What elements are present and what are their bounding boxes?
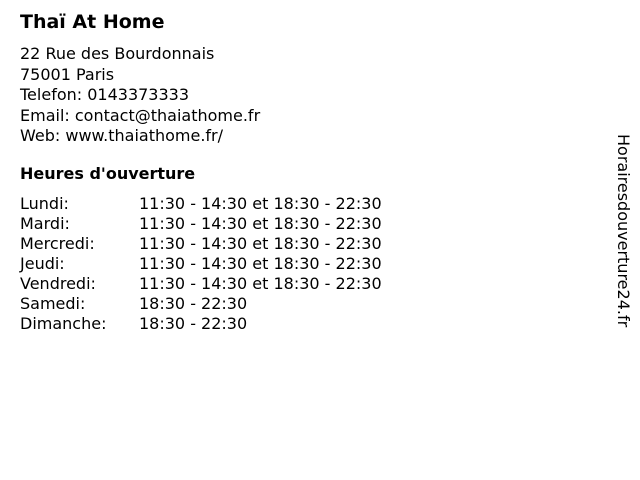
contact-info	[20, 44, 260, 147]
hours-time-value: 18:30 - 22:30	[139, 294, 248, 313]
hours-time-value: 11:30 - 14:30 et 18:30 - 22:30	[139, 254, 382, 273]
email-address: Email: contact@thaiathome.fr	[20, 105, 261, 125]
hours-row-thursday	[20, 254, 382, 274]
hours-day-label: Lundi:	[20, 194, 69, 213]
hours-time-value: 11:30 - 14:30 et 18:30 - 22:30	[139, 274, 382, 293]
address-street: 22 Rue des Bourdonnais	[20, 44, 215, 63]
hours-row-saturday	[20, 294, 382, 314]
hours-day-label: Mercredi:	[20, 234, 95, 253]
opening-hours-table	[20, 194, 382, 334]
hours-time-value: 11:30 - 14:30 et 18:30 - 22:30	[139, 234, 382, 253]
phone-number: Telefon: 0143373333	[20, 85, 190, 104]
hours-day-label: Samedi:	[20, 294, 86, 313]
hours-row-wednesday	[20, 234, 382, 254]
hours-day-label: Vendredi:	[20, 274, 96, 293]
hours-day-label: Jeudi:	[20, 254, 65, 273]
hours-row-friday	[20, 274, 382, 294]
hours-row-tuesday	[20, 214, 382, 234]
hours-row-monday	[20, 194, 382, 214]
opening-hours-heading: Heures d'ouverture	[20, 164, 196, 183]
address-city: 75001 Paris	[20, 64, 115, 84]
hours-time-value: 18:30 - 22:30	[139, 314, 248, 333]
site-watermark	[612, 134, 634, 344]
hours-time-value: 11:30 - 14:30 et 18:30 - 22:30	[139, 214, 382, 233]
site-watermark-text: Horairesdouverture24.fr	[614, 134, 633, 328]
business-name: Thaï At Home	[20, 11, 165, 33]
hours-row-sunday	[20, 314, 382, 334]
website-address: Web: www.thaiathome.fr/	[20, 126, 224, 145]
hours-time-value: 11:30 - 14:30 et 18:30 - 22:30	[139, 194, 382, 213]
hours-day-label: Dimanche:	[20, 314, 107, 333]
hours-day-label: Mardi:	[20, 214, 70, 233]
